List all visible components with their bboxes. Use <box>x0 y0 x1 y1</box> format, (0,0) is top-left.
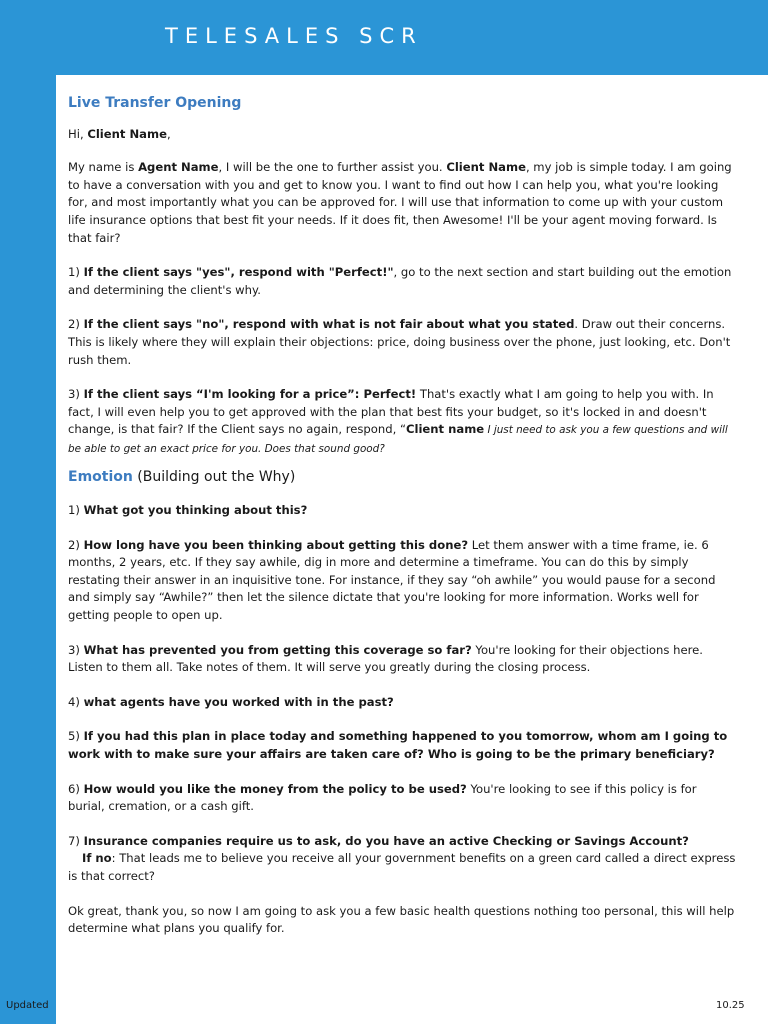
response-1 <box>68 264 736 299</box>
question-4 <box>68 694 736 712</box>
question-2-num: 2) <box>68 537 84 552</box>
response-1-text: , go to the next section and start building out the emotion and determining the client's why. <box>68 265 732 297</box>
intro-text-1: My name is <box>68 160 139 175</box>
response-3-text: That's exactly what I am going to help you with. In fact, I will even help you to get approved with the plan that best fits your budget, so it's locked in and doesn't change, is that fair? If the Client says no again, respond, “ <box>68 387 714 437</box>
response-3-italic: I just need to ask you a few questions and will be able to get an exact price for you. Does that sound good? <box>68 424 728 455</box>
section-heading-opening: Live Transfer Opening <box>68 95 242 111</box>
question-3-bold: What has prevented you from getting this coverage so far? <box>83 642 472 657</box>
response-3-bold: If the client says “I'm looking for a price”: Perfect! <box>83 387 417 402</box>
question-2-bold: How long have you been thinking about getting this done? <box>83 537 469 552</box>
response-3-client-name: Client name <box>405 422 485 437</box>
emotion-heading: Emotion <box>68 468 133 485</box>
greeting <box>68 126 736 144</box>
response-3-num: 3) <box>68 387 84 402</box>
question-6-bold: How would you like the money from the policy to be used? <box>83 781 467 796</box>
intro-text-3: , my job is simple today. I am going to have a conversation with you and get to know you. I want to find out how I can help you, what you're looking for, and most importantly what you can be approved for. I will use that information to come up with your custom life insurance options that best fit your needs. If it does fit, then Awesome! I'll be your agent moving forward. Is that fair? <box>68 160 732 245</box>
response-2-bold: If the client says "no", respond with what is not fair about what you stated <box>83 317 575 332</box>
question-1-num: 1) <box>68 503 84 518</box>
question-3-text: You're looking for their objections here. Listen to them all. Take notes of them. It will serve you greatly during the closing process. <box>68 642 703 675</box>
response-2-num: 2) <box>68 317 84 332</box>
response-1-num: 1) <box>68 265 84 280</box>
question-7-if-no <box>68 850 736 885</box>
response-1-bold: If the client says "yes", respond with "Perfect!" <box>83 265 394 280</box>
response-2 <box>68 316 736 369</box>
question-6 <box>68 781 736 816</box>
section-heading-emotion <box>68 469 736 487</box>
question-6-num: 6) <box>68 781 84 796</box>
question-6-text: You're looking to see if this policy is for burial, cremation, or a cash gift. <box>68 781 697 814</box>
footer-version: 10.25 <box>716 1000 745 1011</box>
response-3 <box>68 386 736 458</box>
script-content <box>68 95 736 938</box>
question-1-bold: What got you thinking about this? <box>83 503 308 518</box>
question-3-num: 3) <box>68 642 84 657</box>
intro-client-name: Client Name <box>446 160 526 175</box>
emotion-subheading: (Building out the Why) <box>132 468 296 485</box>
question-7 <box>68 833 736 851</box>
question-3 <box>68 642 736 677</box>
question-5-num: 5) <box>68 729 84 744</box>
greeting-client-name: Client Name <box>87 126 167 141</box>
closing-paragraph: Ok great, thank you, so now I am going to ask you a few basic health questions nothing too personal, this will help determine what plans you qualify for. <box>68 903 735 936</box>
question-2-text: Let them answer with a time frame, ie. 6 months, 2 years, etc. If they say awhile, dig in more and determine a timeframe. You can do this by simply restating their answer in an inquisitive tone. For instance, if they say “oh awhile” you would pause for a second and simply say “Awhile?” then let the silence dictate that you're looking for more information. Works well for getting people to open up. <box>68 537 716 623</box>
header-bar <box>0 0 768 75</box>
question-4-bold: what agents have you worked with in the past? <box>83 694 394 709</box>
question-4-num: 4) <box>68 694 84 709</box>
question-7-num: 7) <box>68 833 84 848</box>
intro-agent-name: Agent Name <box>138 160 219 175</box>
intro-text-2: , I will be the one to further assist you. <box>218 160 447 175</box>
intro-paragraph <box>68 159 736 247</box>
if-no-text: : That leads me to believe you receive all your government benefits on a green card called a direct express is that correct? <box>68 851 736 883</box>
greeting-post: , <box>166 126 171 141</box>
if-no-bold: If no <box>82 851 112 866</box>
left-sidebar <box>0 0 56 1024</box>
response-2-text: . Draw out their concerns. This is likely where they will explain their objections: price, doing business over the phone, just looking, etc. Don't rush them. <box>68 317 731 367</box>
question-5-bold: If you had this plan in place today and something happened to you tomorrow, whom am I going to work with to make sure your affairs are taken care of? Who is going to be the primary beneficiary? <box>68 729 728 762</box>
question-2 <box>68 537 736 625</box>
document-title: TELESALES SCR <box>165 24 423 48</box>
question-1 <box>68 502 736 520</box>
footer-updated-label: Updated <box>6 1000 49 1011</box>
question-5 <box>68 728 736 763</box>
question-7-bold: Insurance companies require us to ask, do you have an active Checking or Savings Account? <box>83 833 689 848</box>
greeting-pre: Hi, <box>68 126 88 141</box>
